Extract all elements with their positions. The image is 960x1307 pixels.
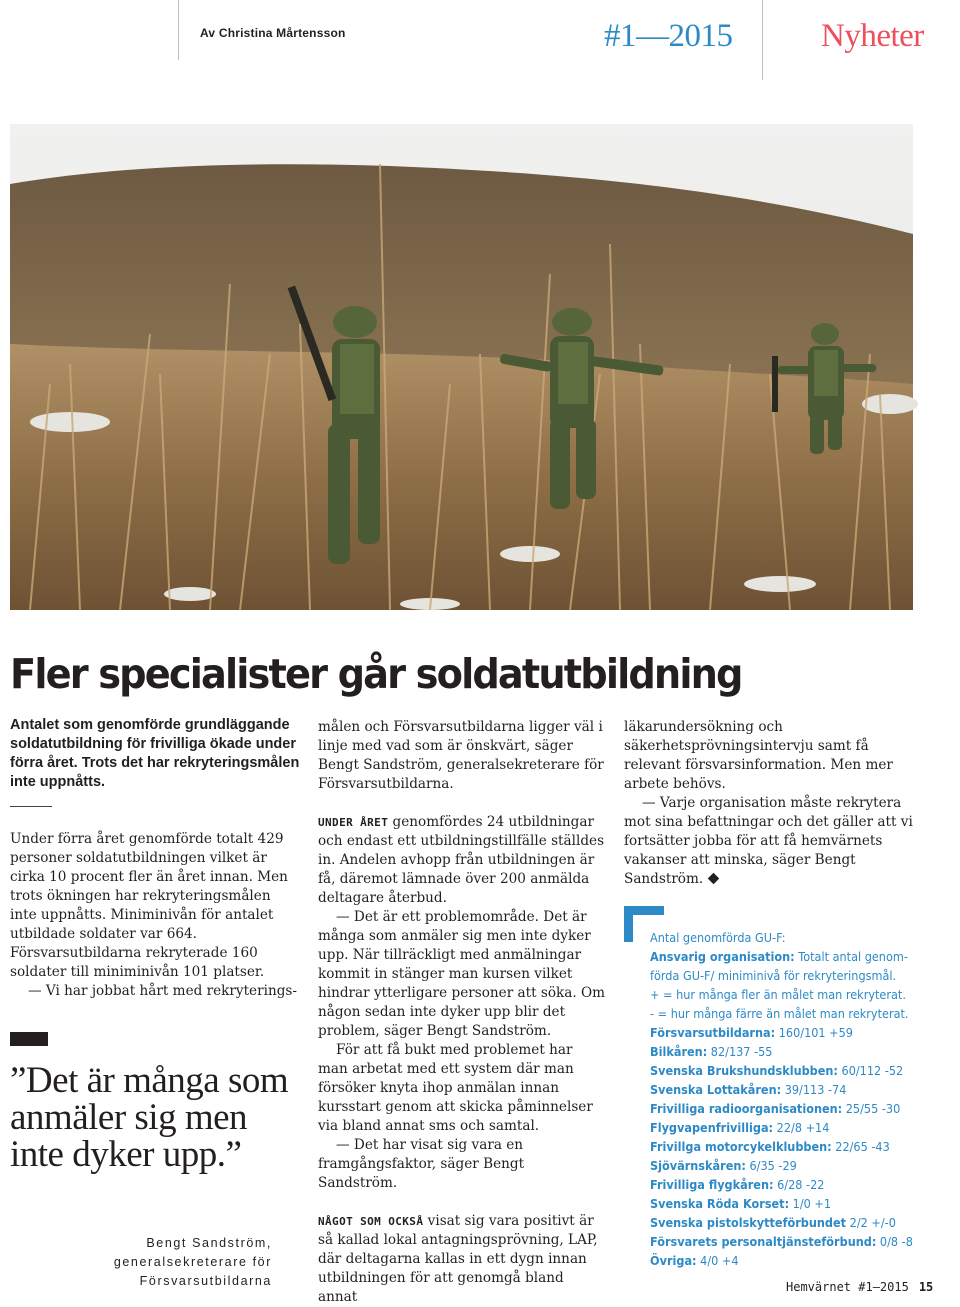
body-paragraph: — Vi har jobbat hårt med rekryterings- [28,983,297,999]
paragraph-lead-in: NÅGOT SOM OCKSÅ [318,1215,424,1228]
fact-box-row: Frivillga motorcykelklubben: 22/65 -43 [650,1140,890,1154]
fact-box-row: Försvarsutbildarna: 160/101 +59 [650,1026,853,1040]
header-divider [762,0,763,80]
fact-box-row: Frivilliga radioorganisationen: 25/55 -30 [650,1102,901,1116]
body-paragraph: NÅGOT SOM OCKSÅ visat sig vara positivt är så kallad lokal antagningsprövning, LAP, där deltagarna kallas in ett dygn innan utbildningen för att genomgå bland annat [318,1213,598,1305]
fact-box-row: Försvarets personaltjänsteförbund: 0/8 -8 [650,1235,913,1249]
fact-box-row: Svenska Brukshundsklubben: 60/112 -52 [650,1064,904,1078]
fact-box-legend: - = hur många färre än målet man rekryterat. [650,1007,909,1021]
article-headline: Fler specialister går soldatutbildning [10,650,742,698]
fact-box-row: Svenska Lottakåren: 39/113 -74 [650,1083,847,1097]
fact-box-row: Flygvapenfrivilliga: 22/8 +14 [650,1121,830,1135]
lead-divider [10,806,52,807]
fact-box-row: Svenska pistolskytteförbundet 2/2 +/-0 [650,1216,896,1230]
fact-box-row: Bilkåren: 82/137 -55 [650,1045,773,1059]
body-paragraph: För att få bukt med problemet har man arbetat med ett system där man försöker knyta ihop anmälan innan kursstart genom att skicka påminnelser via bland annat sms och samtal. [318,1042,593,1134]
column-3 [624,718,914,889]
fact-box-row: Frivilliga flygkåren: 6/28 -22 [650,1178,825,1192]
quote-marker [10,1032,48,1046]
fact-box-row: Svenska Röda Korset: 1/0 +1 [650,1197,832,1211]
fact-box-row: Övriga: 4/0 +4 [650,1254,739,1268]
pull-quote-attribution: Bengt Sandström, generalsekreterare för Försvarsutbildarna [113,1236,272,1288]
body-paragraph: målen och Försvarsutbildarna ligger väl i linje med vad som är önskvärt, säger Bengt Sandström, generalsekreterare för Försvarsutbildarna. [318,719,604,792]
fact-box-title: Antal genomförda GU-F: [650,931,786,945]
fact-box-legend: + = hur många fler än målet man rekryterat. [650,988,906,1002]
body-paragraph: — Varje organisation måste rekrytera mot sina befattningar och det gäller att vi fortsätter jobba för att få hemvärnets vakanser att minska, säger Bengt Sandström. [624,795,913,887]
paragraph-lead-in: UNDER ÅRET [318,816,389,829]
fact-box-row: Sjövärnskåren: 6/35 -29 [650,1159,797,1173]
publication-name: Hemvärnet #1—2015 [786,1280,909,1294]
article-lead: Antalet som genomförde grundläggande soldatutbildning för frivilliga ökade under förra året. Trots det har rekryteringsmålen inte uppnåtts. [10,717,300,790]
body-paragraph: Under förra året genomförde totalt 429 personer soldatutbildningen vilket är cirka 10 procent fler än året innan. Men trots ökningen har rekryteringsmålen inte uppnåtts. Miniminivån för antalet utbildade soldater var 664. Försvarsutbildarna rekryterade 160 soldater till miniminivån 101 platser. [10,831,288,980]
article-end-icon [708,873,719,884]
issue-number: #1—2015 [604,18,733,54]
hero-photo [10,124,913,610]
section-title: Nyheter [821,18,924,54]
soldiers-in-field-image [10,124,913,610]
body-paragraph: UNDER ÅRET genomfördes 24 utbildningar och endast ett utbildningstillfälle ställdes in. Andelen avhopp från utbildningen är få, däremot lämnade över 200 anmälda deltagare återbud. [318,814,605,906]
body-paragraph: — Det är ett problemområde. Det är många som anmäler sig men inte dyker upp. När tillräckligt med anmälningar kommit in stänger man kursen vilket hindrar ytterligare personer att söka. Om någon sedan inte dyker upp blir det problem, säger Bengt Sandström. [318,909,606,1039]
body-paragraph: — Det har visat sig vara en framgångsfaktor, säger Bengt Sandström. [318,1137,525,1191]
header-divider [178,0,179,60]
pull-quote: ”Det är många som anmäler sig men inte dyker upp.” [10,1060,289,1175]
column-1 [10,830,298,1001]
fact-box [650,929,932,1271]
column-2 [318,718,606,1307]
fact-box-intro: förda GU-F/ miniminivå för rekryteringsmål. [650,969,897,983]
page-footer [786,1280,933,1294]
fact-box-list [650,1024,932,1271]
byline: Av Christina Mårtensson [200,26,346,40]
page-number: 15 [918,1280,934,1294]
body-paragraph: läkarundersökning och säkerhetsprövningsintervju samt få relevant försvarsinformation. Men mer arbete behövs. [624,719,893,792]
fact-box-intro: Ansvarig organisation: Totalt antal genom- [650,950,908,964]
